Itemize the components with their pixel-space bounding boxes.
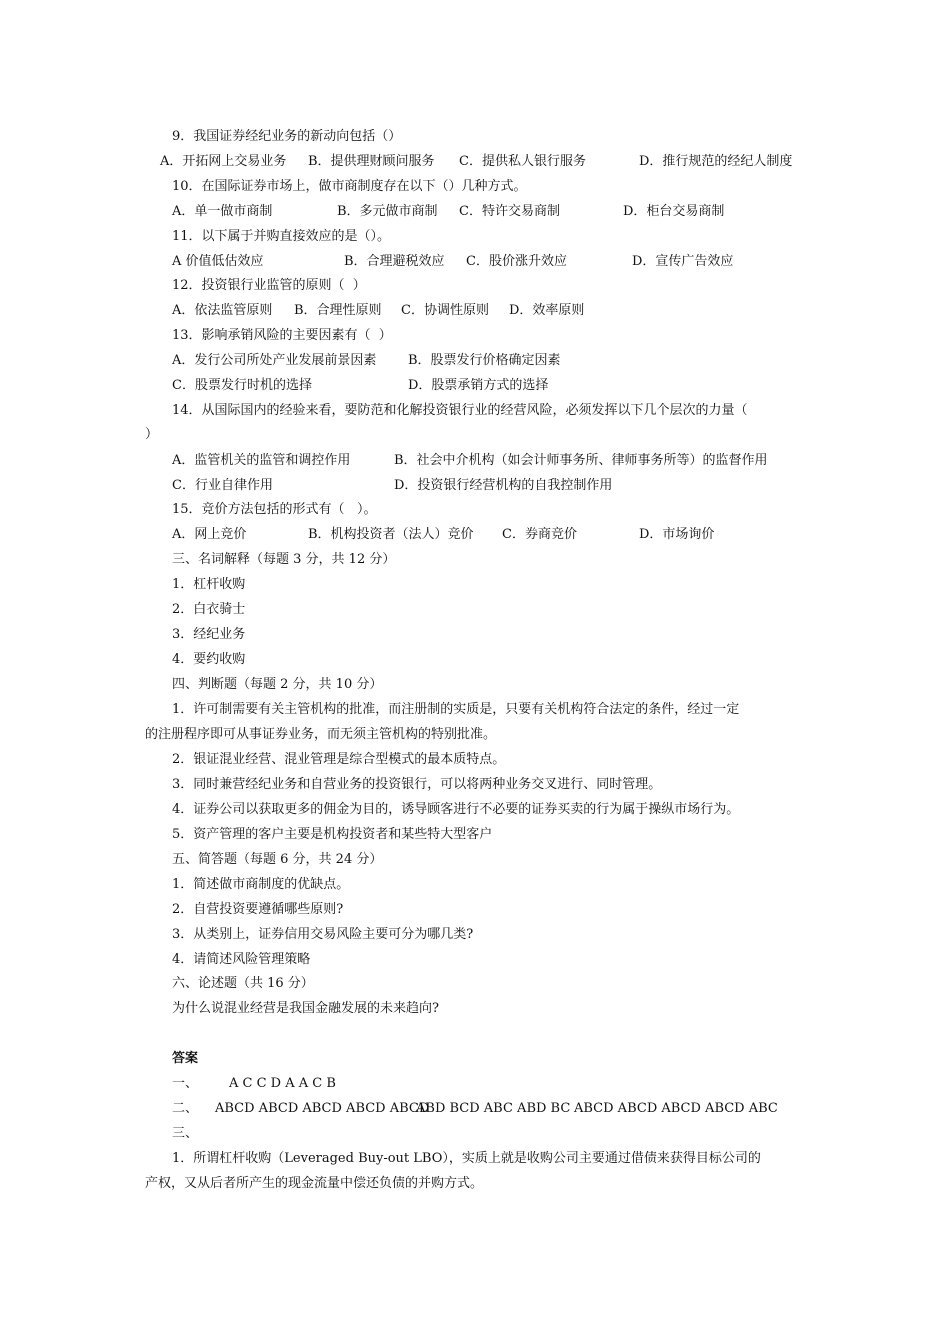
question-13-option-c: C．股票发行时机的选择 xyxy=(172,378,312,393)
question-13-stem: 13．影响承销风险的主要因素有（ ） xyxy=(172,328,392,343)
section-4-item-1: 1．许可制需要有关主管机构的批准，而注册制的实质是，只要有关机构符合法定的条件，经过一定 xyxy=(172,702,740,717)
question-12-stem: 12．投资银行业监管的原则（ ） xyxy=(172,278,366,293)
answers-one-values: A C C D A A C B xyxy=(229,1076,336,1091)
section-3-item: 4．要约收购 xyxy=(172,652,246,667)
question-12-option-c: C．协调性原则 xyxy=(401,303,489,318)
question-14-option-b: B．社会中介机构（如会计师事务所、律师事务所等）的监督作用 xyxy=(394,453,768,468)
answers-one-label: 一、 xyxy=(172,1076,199,1091)
answers-two-group-1: ABCD ABCD ABCD ABCD ABCD xyxy=(215,1101,430,1116)
question-10-stem: 10．在国际证券市场上，做市商制度存在以下（）几种方式。 xyxy=(172,179,527,194)
question-10-option-c: C．特许交易商制 xyxy=(459,204,560,219)
answers-three-item-1-continued: 产权，又从后者所产生的现金流量中偿还负债的并购方式。 xyxy=(145,1176,484,1191)
question-14-stem: 14．从国际国内的经验来看，要防范和化解投资银行业的经营风险，必须发挥以下几个层次的力量（ xyxy=(172,403,748,418)
answers-two-label: 二、 xyxy=(172,1101,199,1116)
question-9-option-a: A．开拓网上交易业务 xyxy=(160,154,287,169)
section-5-item: 3．从类别上，证券信用交易风险主要可分为哪几类? xyxy=(172,927,474,942)
question-11-option-d: D．宣传广告效应 xyxy=(632,254,734,269)
section-5-item: 1．简述做市商制度的优缺点。 xyxy=(172,877,350,892)
question-14-option-d: D．投资银行经营机构的自我控制作用 xyxy=(394,478,613,493)
question-9-option-b: B．提供理财顾问服务 xyxy=(308,154,435,169)
question-14-option-c: C．行业自律作用 xyxy=(172,478,273,493)
section-5-title: 五、简答题（每题 6 分，共 24 分） xyxy=(172,852,383,867)
question-11-option-a: A 价值低估效应 xyxy=(172,254,264,269)
question-13-option-d: D．股票承销方式的选择 xyxy=(408,378,549,393)
question-12-option-a: A．依法监管原则 xyxy=(172,303,273,318)
section-4-item-5: 5．资产管理的客户主要是机构投资者和某些特大型客户 xyxy=(172,827,493,842)
question-14-option-a: A．监管机关的监管和调控作用 xyxy=(172,453,351,468)
section-3-item: 1．杠杆收购 xyxy=(172,577,246,592)
question-13-option-b: B．股票发行价格确定因素 xyxy=(408,353,561,368)
question-9-option-d: D．推行规范的经纪人制度 xyxy=(639,154,793,169)
question-15-option-c: C．券商竞价 xyxy=(502,527,577,542)
answers-two-group-3: ABCD ABCD ABCD ABCD ABC xyxy=(574,1101,778,1116)
section-4-item-2: 2．银证混业经营、混业管理是综合型模式的最本质特点。 xyxy=(172,752,506,767)
question-11-stem: 11．以下属于并购直接效应的是（）。 xyxy=(172,229,391,244)
question-12-option-b: B．合理性原则 xyxy=(294,303,382,318)
section-6-title: 六、论述题（共 16 分） xyxy=(172,976,314,991)
question-9-option-c: C．提供私人银行服务 xyxy=(459,154,586,169)
question-11-option-b: B．合理避税效应 xyxy=(344,254,445,269)
question-15-option-b: B．机构投资者（法人）竞价 xyxy=(308,527,474,542)
section-4-item-3: 3．同时兼营经纪业务和自营业务的投资银行，可以将两种业务交叉进行、同时管理。 xyxy=(172,777,662,792)
section-4-item-1-continued: 的注册程序即可从事证券业务，而无须主管机构的特别批准。 xyxy=(145,727,497,742)
section-4-title: 四、判断题（每题 2 分，共 10 分） xyxy=(172,677,383,692)
section-5-item: 4．请简述风险管理策略 xyxy=(172,952,311,967)
question-13-option-a: A．发行公司所处产业发展前景因素 xyxy=(172,353,377,368)
question-11-option-c: C．股价涨升效应 xyxy=(466,254,567,269)
answers-three-label: 三、 xyxy=(172,1126,199,1141)
section-6-question: 为什么说混业经营是我国金融发展的未来趋向? xyxy=(172,1001,439,1016)
question-9-stem: 9．我国证券经纪业务的新动向包括（） xyxy=(172,129,402,144)
section-5-item: 2．自营投资要遵循哪些原则? xyxy=(172,902,344,917)
section-3-item: 3．经纪业务 xyxy=(172,627,246,642)
answers-two-group-2: ABD BCD ABC ABD BC xyxy=(416,1101,571,1116)
question-15-option-d: D．市场询价 xyxy=(639,527,715,542)
question-12-option-d: D．效率原则 xyxy=(509,303,585,318)
section-4-item-4: 4．证券公司以获取更多的佣金为目的，诱导顾客进行不必要的证券买卖的行为属于操纵市场行为。 xyxy=(172,802,740,817)
question-15-stem: 15．竞价方法包括的形式有（ ）。 xyxy=(172,502,377,517)
question-10-option-a: A．单一做市商制 xyxy=(172,204,273,219)
question-10-option-d: D．柜台交易商制 xyxy=(623,204,725,219)
question-10-option-b: B．多元做市商制 xyxy=(337,204,438,219)
answers-three-item-1: 1．所谓杠杆收购（Leveraged Buy-out LBO），实质上就是收购公司主要通过借债来获得目标公司的 xyxy=(172,1151,761,1166)
section-3-item: 2．白衣骑士 xyxy=(172,602,246,617)
section-3-title: 三、名词解释（每题 3 分，共 12 分） xyxy=(172,552,396,567)
question-14-stem-continued: ） xyxy=(145,427,159,442)
question-15-option-a: A．网上竞价 xyxy=(172,527,247,542)
answers-heading: 答案 xyxy=(172,1051,199,1066)
